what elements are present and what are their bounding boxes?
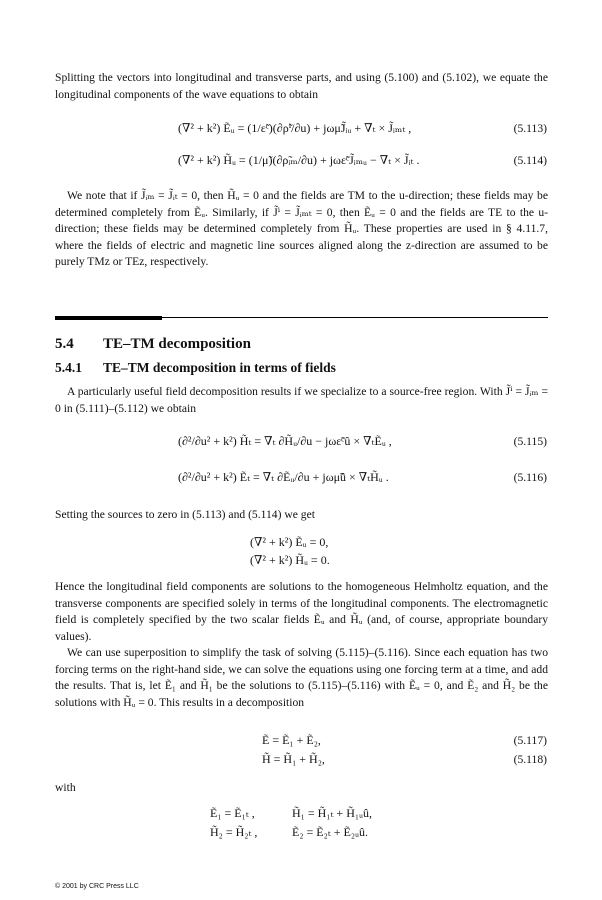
section-rule-thin <box>162 317 548 318</box>
equation-w1b: H̃₁ = H̃₁ₜ + H̃₁ᵤû, <box>292 806 372 820</box>
copyright-footer: © 2001 by CRC Press LLC <box>55 883 139 890</box>
equation-helmholtz-h: (∇² + k²) H̃ᵤ = 0. <box>250 553 330 567</box>
para-intro: Splitting the vectors into longitudinal and transverse parts, and using (5.100) and (5.102), we equate the longitudinal components of the wave equations to obtain <box>55 71 548 101</box>
eqnum-5113: (5.113) <box>513 122 547 135</box>
para-setting: Setting the sources to zero in (5.113) and (5.114) we get <box>55 508 315 521</box>
subsection-number: 5.4.1 <box>55 360 82 375</box>
eqnum-5114: (5.114) <box>513 154 547 167</box>
section-number: 5.4 <box>55 336 74 352</box>
equation-5116: (∂²/∂u² + k²) Ẽₜ = ∇ₜ ∂Ẽᵤ/∂u + jωμ̃û × ∇ₜH̃ᵤ . <box>178 470 389 484</box>
eqnum-5116: (5.116) <box>513 471 547 484</box>
para-hence: Hence the longitudinal field components are solutions to the homogeneous Helmholtz equation, and the transverse components are specified solely in terms of the longitudinal components. The electromagnetic field is completely specified by the two scalar fields Ẽᵤ and H̃ᵤ (and, of course, appropriate boundary values). <box>55 580 548 643</box>
section-heading <box>55 336 251 353</box>
section-rule-thick <box>55 316 162 320</box>
eqnum-5117: (5.117) <box>513 734 547 747</box>
equation-5114: (∇² + k²) H̃ᵤ = (1/μ̃)(∂ρ̃ᵢₘ/∂u) + jωε̃ᶜJ̃ᵢₘᵤ − ∇ₜ × J̃ᵢₜ . <box>178 153 420 167</box>
subsection-heading <box>55 360 336 376</box>
equation-w2a: H̃₂ = H̃₂ₜ , <box>210 825 258 839</box>
para-note: We note that if J̃ᵢₘ = J̃ᵢₜ = 0, then H̃ᵤ = 0 and the fields are TM to the u-direction; these fields may be determined completely from Ẽᵤ. Similarly, if J̃ⁱ = J̃ᵢₘₜ = 0, then Ẽᵤ = 0 and the fields are TE to the u-direction; these fields may be determined completely from H̃ᵤ. These properties are used in § 4.11.7, where the fields of electric and magnetic line sources aligned along the z-direction are assumed to be purely TMz or TEz, respectively. <box>55 189 548 268</box>
eqnum-5115: (5.115) <box>513 435 547 448</box>
para-with: with <box>55 781 76 794</box>
equation-w1a: Ẽ₁ = Ẽ₁ₜ , <box>210 806 255 820</box>
subsection-title: TE–TM decomposition in terms of fields <box>103 360 336 375</box>
section-title: TE–TM decomposition <box>103 336 251 352</box>
para-superposition: We can use superposition to simplify the task of solving (5.115)–(5.116). Since each equation has two forcing terms on the right-hand side, we can solve the equations using one forcing term at a time, and add the results. That is, let Ẽ₁ and H̃₁ be the solutions to (5.115)–(5.116) with Ẽᵤ = 0, and Ẽ₂ and H̃₂ be the solutions with H̃ᵤ = 0. This results in a decomposition <box>55 646 548 709</box>
para-useful: A particularly useful field decomposition results if we specialize to a source-free region. With J̃ⁱ = J̃ᵢₘ = 0 in (5.111)–(5.112) we obtain <box>55 385 548 415</box>
equation-w2b: Ẽ₂ = Ẽ₂ₜ + Ẽ₂ᵤû. <box>292 825 368 839</box>
equation-5117: Ẽ = Ẽ₁ + Ẽ₂, <box>262 733 321 747</box>
equation-5115: (∂²/∂u² + k²) H̃ₜ = ∇ₜ ∂H̃ᵤ/∂u − jωε̃ᶜû × ∇ₜẼᵤ , <box>178 434 392 448</box>
equation-5113: (∇² + k²) Ẽᵤ = (1/ε̃ᶜ)(∂ρ̃ⁱ/∂u) + jωμ̃J̃ᵢᵤ + ∇ₜ × J̃ᵢₘₜ , <box>178 121 412 135</box>
equation-helmholtz-e: (∇² + k²) Ẽᵤ = 0, <box>250 535 329 549</box>
equation-5118: H̃ = H̃₁ + H̃₂, <box>262 752 325 766</box>
eqnum-5118: (5.118) <box>513 753 547 766</box>
